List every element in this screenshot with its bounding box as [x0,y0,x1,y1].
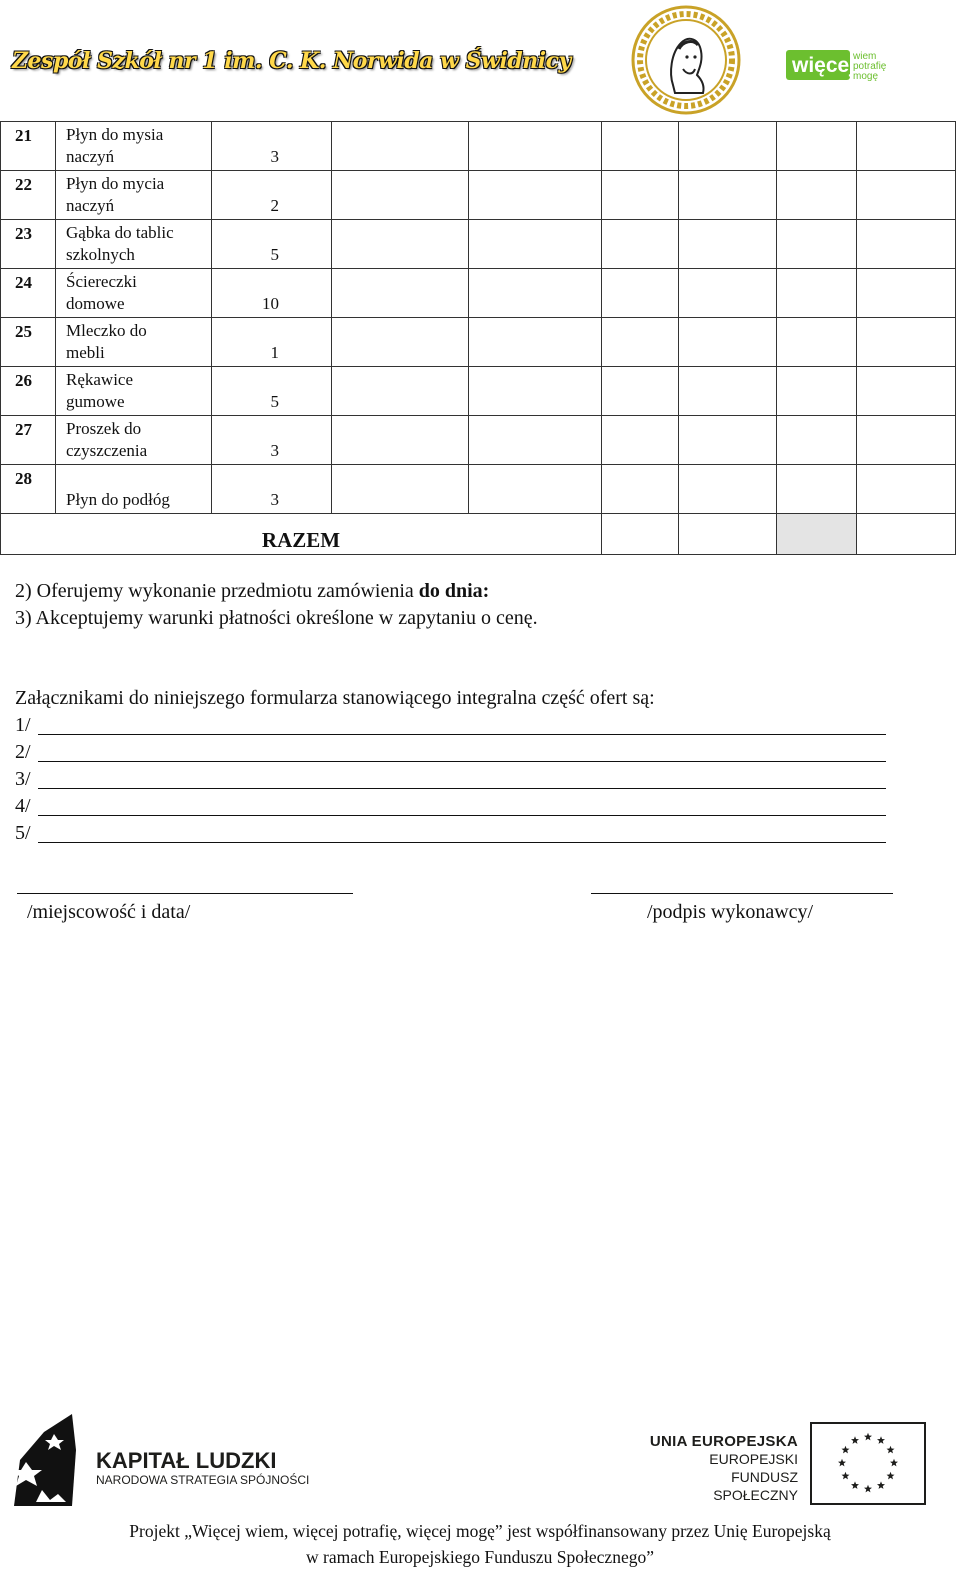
items-table-body [1,122,956,555]
table-row [1,122,956,171]
total-label: RAZEM [1,514,602,555]
empty-cell [332,122,469,171]
school-name-header: Zespół Szkół nr 1 im. C. K. Norwida w Świdnicy [12,48,571,74]
total-empty-cell [857,514,956,555]
funding-note-line-1: Projekt „Więcej wiem, więcej potrafię, więcej mogę” jest współfinansowany przez Unię Europejską [129,1521,831,1541]
item-name [56,171,212,220]
wiecej-logo-line-1: wiem [853,51,877,62]
empty-cell [469,122,602,171]
item-quantity: 3 [212,122,332,171]
ue-line-2: FUNDUSZ SPOŁECZNY [713,1469,798,1503]
item-name-line: Proszek do [66,419,142,438]
wiecej-logo-main: więcej [792,54,856,77]
wiecej-logo-line-3: mogę [853,71,879,82]
item-name [56,416,212,465]
empty-cell [602,318,679,367]
empty-cell [679,269,777,318]
empty-cell [602,269,679,318]
attachment-blank-line [38,734,886,735]
item-name-line: Płyn do mysia [66,125,164,144]
eu-flag-icon [810,1422,926,1505]
empty-cell [332,465,469,514]
table-row [1,171,956,220]
row-number: 23 [1,220,56,269]
wiecej-logo-line-2: potrafię [853,61,887,72]
empty-cell [602,416,679,465]
school-patron-medallion [631,5,741,115]
ue-text-block [643,1433,798,1504]
total-empty-cell [602,514,679,555]
item-name-line: Rękawice [66,370,134,389]
item-name [56,269,212,318]
item-name-line: szkolnych [66,245,135,264]
attachment-label: 3/ [15,768,31,790]
row-number: 27 [1,416,56,465]
empty-cell [469,171,602,220]
attachment-blank-line [38,761,886,762]
empty-cell [857,465,956,514]
empty-cell [679,318,777,367]
empty-cell [777,367,857,416]
delivery-date-line [15,580,489,603]
empty-cell [332,269,469,318]
item-quantity: 5 [212,367,332,416]
total-shaded-cell [777,514,857,555]
empty-cell [332,416,469,465]
attachment-label: 1/ [15,714,31,736]
row-number: 28 [1,465,56,514]
empty-cell [857,367,956,416]
contractor-signature-label: /podpis wykonawcy/ [647,901,814,923]
empty-cell [602,171,679,220]
place-date-signature-line [17,893,353,894]
total-row [1,514,956,555]
kapital-ludzki-subtitle: NARODOWA STRATEGIA SPÓJNOŚCI [96,1473,310,1487]
funding-note [0,1518,960,1570]
delivery-date-text: 2) Oferujemy wykonanie przedmiotu zamówienia [15,580,419,602]
empty-cell [602,367,679,416]
wiecej-program-logo [786,48,898,82]
attachment-label: 4/ [15,795,31,817]
empty-cell [777,269,857,318]
table-row [1,465,956,514]
empty-cell [679,171,777,220]
empty-cell [777,416,857,465]
item-name-line: Płyn do mycia [66,174,165,193]
empty-cell [679,220,777,269]
empty-cell [777,220,857,269]
empty-cell [602,122,679,171]
item-name [56,220,212,269]
empty-cell [332,367,469,416]
item-quantity: 1 [212,318,332,367]
empty-cell [679,465,777,514]
item-quantity: 10 [212,269,332,318]
row-number: 22 [1,171,56,220]
item-name [56,318,212,367]
item-name-line: naczyń [66,196,115,215]
kapital-ludzki-title: KAPITAŁ LUDZKI [96,1448,277,1473]
table-row [1,269,956,318]
table-row [1,318,956,367]
empty-cell [332,220,469,269]
empty-cell [777,122,857,171]
kapital-ludzki-logo [6,1410,326,1510]
empty-cell [469,367,602,416]
empty-cell [602,465,679,514]
item-name-line: gumowe [66,392,125,411]
attachment-label: 5/ [15,822,31,844]
item-name-line: Ściereczki [66,272,137,291]
item-name-line [66,467,211,489]
empty-cell [469,318,602,367]
funding-note-line-2: w ramach Europejskiego Funduszu Społecznego” [306,1547,654,1567]
empty-cell [469,416,602,465]
empty-cell [857,318,956,367]
ue-line-1: EUROPEJSKI [709,1451,798,1467]
place-date-label: /miejscowość i data/ [27,901,191,923]
empty-cell [469,220,602,269]
item-name [56,122,212,171]
empty-cell [679,367,777,416]
empty-cell [777,318,857,367]
total-empty-cell [679,514,777,555]
item-name-line: Gąbka do tablic [66,223,174,242]
attachment-label: 2/ [15,741,31,763]
delivery-date-bold: do dnia: [418,580,490,602]
empty-cell [679,416,777,465]
row-number: 21 [1,122,56,171]
empty-cell [469,465,602,514]
item-quantity: 3 [212,416,332,465]
item-name-line: mebli [66,343,105,362]
empty-cell [332,171,469,220]
item-name-line: Płyn do podłóg [66,490,170,509]
empty-cell [777,465,857,514]
contractor-signature-line [591,893,893,894]
empty-cell [857,220,956,269]
wiecej-logo-graphic [786,48,898,82]
empty-cell [857,416,956,465]
kapital-ludzki-graphic [6,1410,326,1510]
items-table [0,121,956,555]
empty-cell [469,269,602,318]
attachments-intro: Załącznikami do niniejszego formularza stanowiącego integralna część ofert są: [15,687,655,709]
item-name [56,367,212,416]
empty-cell [602,220,679,269]
empty-cell [332,318,469,367]
item-name [56,465,212,514]
item-quantity: 5 [212,220,332,269]
attachment-blank-line [38,842,886,843]
row-number: 26 [1,367,56,416]
empty-cell [679,122,777,171]
item-quantity: 2 [212,171,332,220]
empty-cell [857,269,956,318]
table-row [1,416,956,465]
empty-cell [777,171,857,220]
item-name-line: czyszczenia [66,441,148,460]
row-number: 24 [1,269,56,318]
payment-terms-line: 3) Akceptujemy warunki płatności określone w zapytaniu o cenę. [15,607,538,629]
item-name-line: naczyń [66,147,115,166]
ue-title: UNIA EUROPEJSKA [649,1433,798,1450]
empty-cell [857,122,956,171]
empty-cell [857,171,956,220]
table-row [1,220,956,269]
item-quantity: 3 [212,465,332,514]
row-number: 25 [1,318,56,367]
item-name-line: Mleczko do [66,321,147,340]
attachment-blank-line [38,815,886,816]
table-row [1,367,956,416]
attachment-blank-line [38,788,886,789]
item-name-line: domowe [66,294,125,313]
